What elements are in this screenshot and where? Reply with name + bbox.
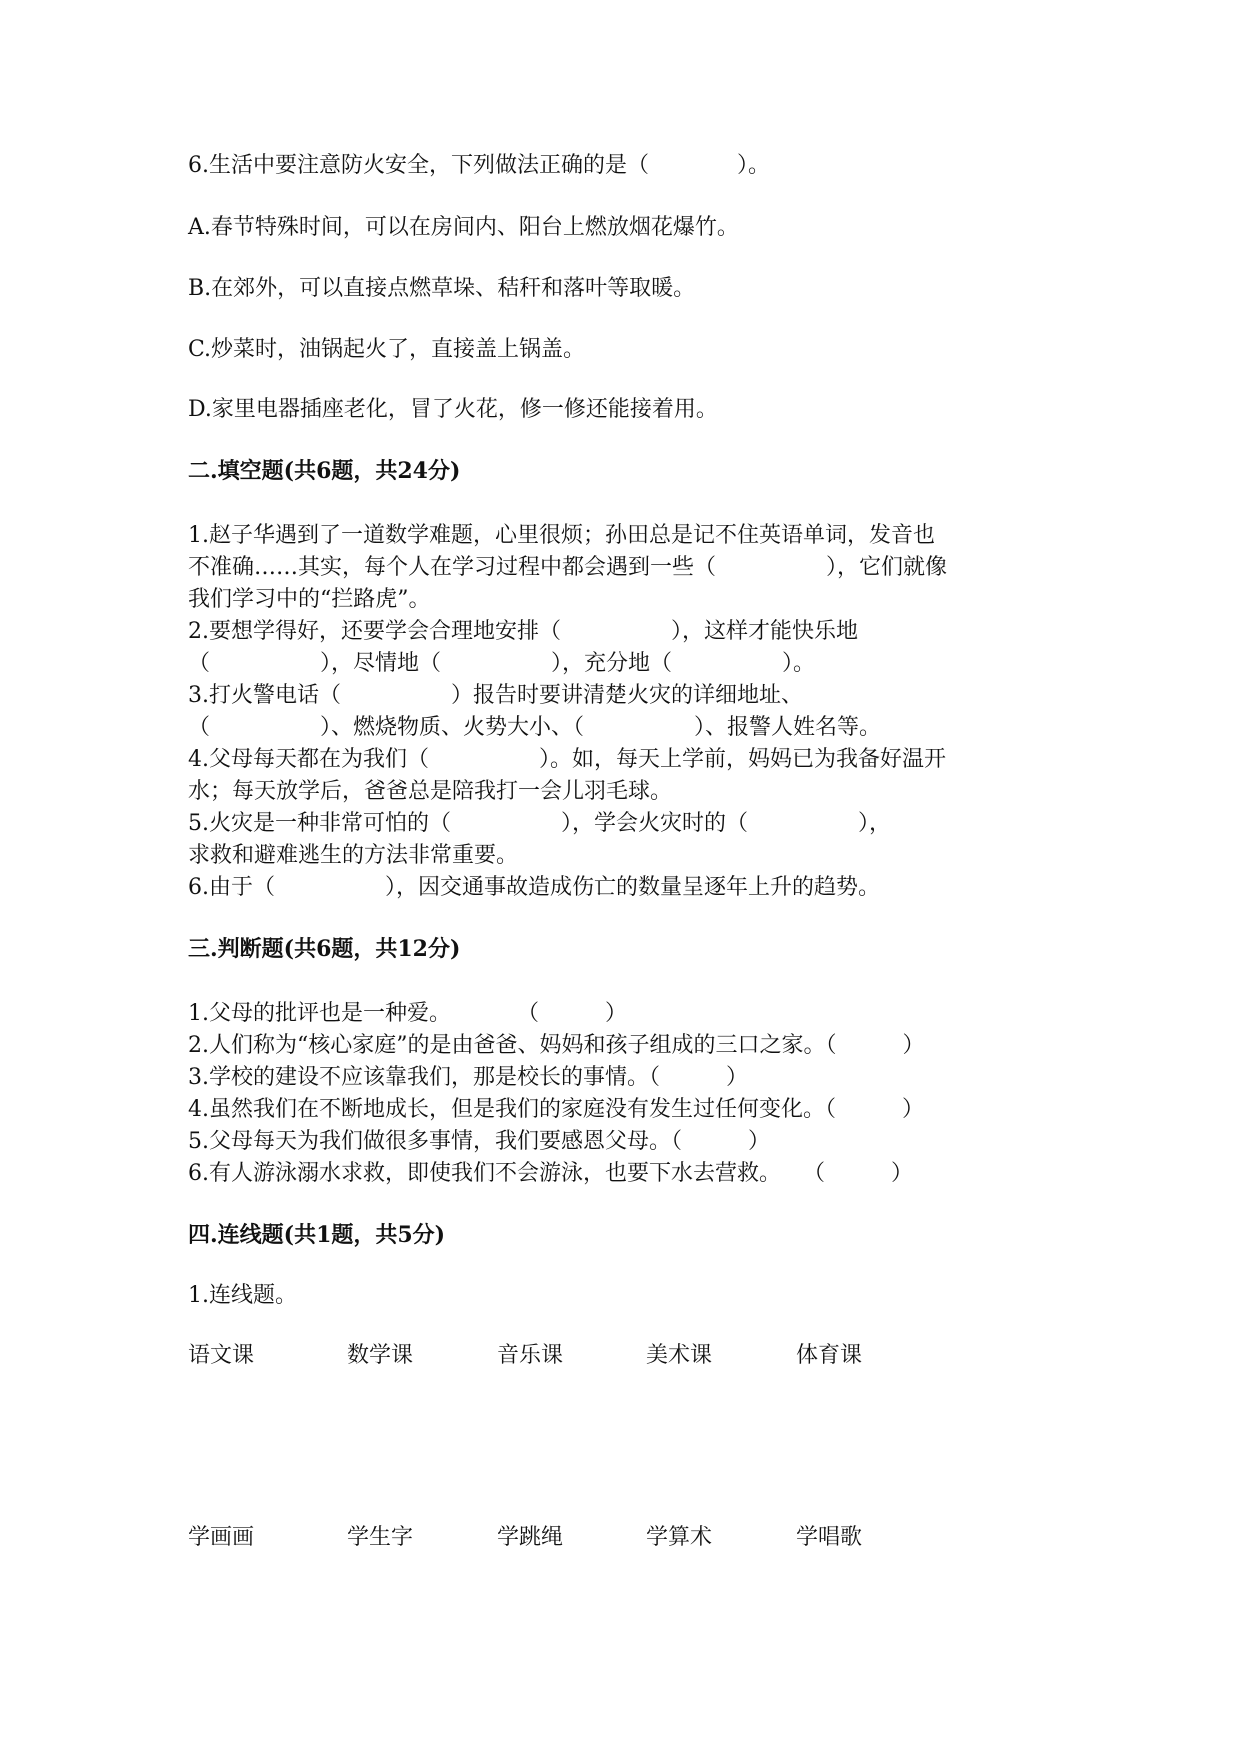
match-section-heading: 四.连线题(共1题，共5分) [188,1222,446,1248]
fill-line: （ ），尽情地（ ），充分地（ ）。 [188,651,816,676]
match-bottom-item: 学跳绳 [497,1525,564,1550]
fill-line: 3.打火警电话（ ）报告时要讲清楚火灾的详细地址、 [188,683,803,708]
match-top-item: 音乐课 [497,1343,564,1368]
match-top-item: 语文课 [188,1343,255,1368]
judge-line: 4.虽然我们在不断地成长，但是我们的家庭没有发生过任何变化。（ ） [188,1097,924,1122]
judge-section-heading: 三.判断题(共6题，共12分) [188,936,461,962]
judge-line: 3.学校的建设不应该靠我们，那是校长的事情。（ ） [188,1065,748,1090]
fill-line: 1.赵子华遇到了一道数学难题，心里很烦；孙田总是记不住英语单词，发音也 [188,523,935,548]
match-top-item: 体育课 [796,1343,863,1368]
fill-line: （ ）、燃烧物质、火势大小、（ ）、报警人姓名等。 [188,715,882,740]
match-bottom-item: 学生字 [347,1525,414,1550]
fill-line: 求救和避难逃生的方法非常重要。 [188,843,519,868]
fill-line: 5.火灾是一种非常可怕的（ ），学会火灾时的（ ）， [188,811,891,836]
match-question: 1.连线题。 [188,1283,297,1308]
match-bottom-item: 学画画 [188,1525,255,1550]
fill-line: 4.父母每天都在为我们（ ）。如，每天上学前，妈妈已为我备好温开 [188,747,946,772]
match-top-item: 数学课 [347,1343,414,1368]
fill-line: 我们学习中的“拦路虎”。 [188,587,431,612]
match-bottom-item: 学算术 [646,1525,713,1550]
fill-line: 不准确……其实，每个人在学习过程中都会遇到一些（ ），它们就像 [188,555,948,580]
fill-line: 6.由于（ ），因交通事故造成伤亡的数量呈逐年上升的趋势。 [188,875,880,900]
choice-question-6: 6.生活中要注意防火安全，下列做法正确的是（ ）。 [188,153,770,178]
choice-option-b: B.在郊外，可以直接点燃草垛、秸秆和落叶等取暖。 [188,276,696,301]
match-top-item: 美术课 [646,1343,713,1368]
match-bottom-item: 学唱歌 [796,1525,863,1550]
fill-section-heading: 二.填空题(共6题，共24分) [188,458,461,484]
judge-line: 5.父母每天为我们做很多事情，我们要感恩父母。（ ） [188,1129,770,1154]
judge-line: 6.有人游泳溺水求救，即使我们不会游泳，也要下水去营救。 （ ） [188,1161,913,1186]
judge-line: 2.人们称为“核心家庭”的是由爸爸、妈妈和孩子组成的三口之家。（ ） [188,1033,925,1058]
choice-option-c: C.炒菜时，油锅起火了，直接盖上锅盖。 [188,337,586,362]
judge-line: 1.父母的批评也是一种爱。 （ ） [188,1001,627,1026]
choice-option-a: A.春节特殊时间，可以在房间内、阳台上燃放烟花爆竹。 [188,215,739,240]
fill-line: 2.要想学得好，还要学会合理地安排（ ），这样才能快乐地 [188,619,858,644]
fill-line: 水；每天放学后，爸爸总是陪我打一会儿羽毛球。 [188,779,673,804]
choice-option-d: D.家里电器插座老化，冒了火花，修一修还能接着用。 [188,397,718,422]
